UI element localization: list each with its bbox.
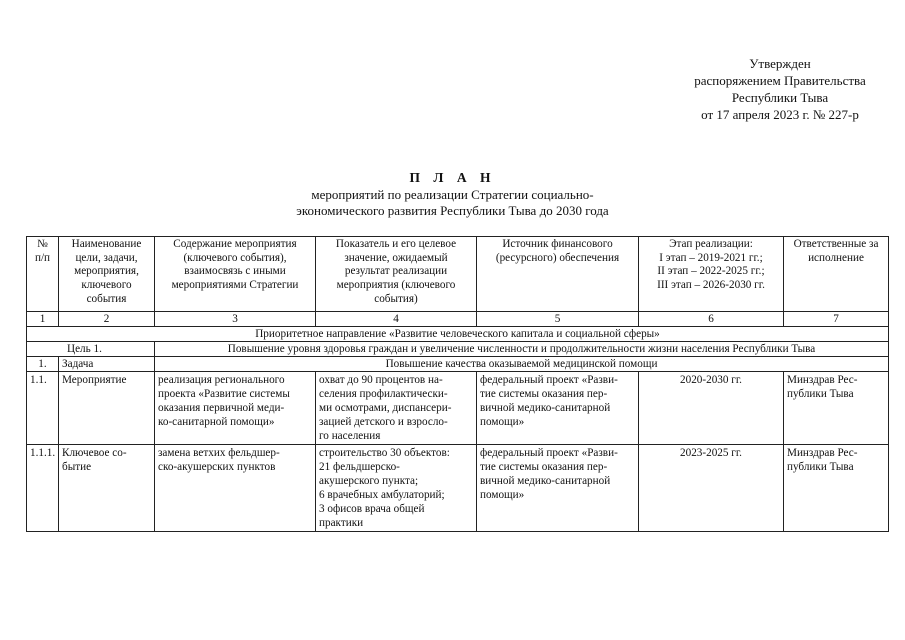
column-number: 3 bbox=[155, 312, 316, 327]
cell-text-line: Наименование bbox=[71, 238, 142, 250]
cell-text-line: Источник финансового bbox=[502, 238, 613, 250]
column-number: 7 bbox=[784, 312, 889, 327]
column-number-row bbox=[27, 312, 889, 327]
header-col-stage bbox=[639, 237, 784, 312]
header-col-indicator bbox=[316, 237, 477, 312]
approval-line-4: от 17 апреля 2023 г. № 227-р bbox=[701, 106, 859, 122]
cell-text-line: Ключевое со- bbox=[62, 447, 127, 459]
document-title: П Л А Н bbox=[409, 170, 496, 185]
cell-text-line: бытие bbox=[62, 461, 92, 473]
task-row bbox=[27, 357, 889, 372]
header-col-name bbox=[59, 237, 155, 312]
cell-text-line: помощи» bbox=[480, 416, 525, 428]
header-col-number bbox=[27, 237, 59, 312]
cell-text-line: оказания первичной меди- bbox=[158, 402, 285, 414]
cell-text-line: мероприятия, bbox=[74, 265, 139, 278]
cell-text-line: Минздрав Рес- bbox=[787, 374, 858, 386]
approval-line-2: распоряжением Правительства bbox=[694, 72, 866, 88]
cell-text-line: значение, ожидаемый bbox=[344, 251, 448, 264]
cell-text-line: проекта «Развитие системы bbox=[158, 388, 290, 400]
row-stage: 2023-2025 гг. bbox=[639, 445, 784, 532]
cell-text-line: тие системы оказания пер- bbox=[480, 388, 608, 400]
row-stage: 2020-2030 гг. bbox=[639, 372, 784, 445]
cell-text-line: ско-акушерских пунктов bbox=[158, 461, 276, 473]
cell-text-line: вичной медико-санитарной bbox=[480, 402, 611, 414]
cell-text-line: федеральный проект «Разви- bbox=[480, 374, 618, 386]
priority-direction: Приоритетное направление «Развитие человеческого капитала и социальной сферы» bbox=[27, 327, 889, 342]
cell-text-line: результат реализации bbox=[344, 265, 448, 278]
row-indicator bbox=[316, 445, 477, 532]
cell-text-line: I этап – 2019-2021 гг.; bbox=[659, 251, 763, 264]
cell-text-line: 3 офисов врача общей bbox=[319, 503, 425, 515]
table-row bbox=[27, 372, 889, 445]
column-number: 5 bbox=[477, 312, 639, 327]
header-col-content bbox=[155, 237, 316, 312]
table-header-row bbox=[27, 237, 889, 312]
task-text: Повышение качества оказываемой медицинской помощи bbox=[155, 357, 889, 372]
document-subtitle-line-1: мероприятий по реализации Стратегии социально- bbox=[311, 186, 594, 202]
row-number: 1.1.1. bbox=[27, 445, 59, 532]
cell-text-line: взаимосвязь с иными bbox=[184, 265, 286, 278]
cell-text-line: строительство 30 объектов: bbox=[319, 447, 450, 459]
cell-text-line: II этап – 2022-2025 гг.; bbox=[657, 265, 765, 278]
cell-text-line: публики Тыва bbox=[787, 461, 854, 473]
cell-text-line: зацией детского и взросло- bbox=[319, 416, 448, 428]
cell-text-line: Этап реализации: bbox=[669, 238, 753, 250]
row-indicator bbox=[316, 372, 477, 445]
cell-text-line: Ответственные за bbox=[793, 238, 879, 250]
row-source bbox=[477, 372, 639, 445]
cell-text-line: мероприятиями Стратегии bbox=[171, 278, 299, 291]
priority-row bbox=[27, 327, 889, 342]
cell-text-line: охват до 90 процентов на- bbox=[319, 374, 443, 386]
approval-line-1: Утвержден bbox=[749, 56, 811, 71]
row-number: 1.1. bbox=[27, 372, 59, 445]
row-source bbox=[477, 445, 639, 532]
cell-text-line: Минздрав Рес- bbox=[787, 447, 858, 459]
cell-text-line: (ключевого события), bbox=[183, 251, 287, 264]
table-row bbox=[27, 445, 889, 532]
cell-text-line: акушерского пункта; bbox=[319, 475, 419, 487]
header-col-source bbox=[477, 237, 639, 312]
row-responsible bbox=[784, 372, 889, 445]
cell-text-line: вичной медико-санитарной bbox=[480, 475, 611, 487]
task-label: Задача bbox=[59, 357, 155, 372]
column-number: 4 bbox=[316, 312, 477, 327]
cell-text-line: Показатель и его целевое bbox=[335, 238, 457, 250]
cell-text-line: ко-санитарной помощи» bbox=[158, 416, 275, 428]
cell-text-line: III этап – 2026-2030 гг. bbox=[657, 278, 765, 291]
cell-text-line: го населения bbox=[319, 430, 381, 442]
cell-text-line: исполнение bbox=[808, 251, 864, 264]
cell-text-line: 6 врачебных амбулаторий; bbox=[319, 489, 445, 501]
cell-text-line: тие системы оказания пер- bbox=[480, 461, 608, 473]
cell-text-line: замена ветхих фельдшер- bbox=[158, 447, 280, 459]
approval-stamp bbox=[660, 56, 900, 124]
cell-text-line: Мероприятие bbox=[62, 374, 127, 386]
row-name bbox=[59, 445, 155, 532]
cell-text-line: мероприятия (ключевого bbox=[336, 278, 456, 291]
column-number: 2 bbox=[59, 312, 155, 327]
document-subtitle-line-2: экономического развития Республики Тыва до 2030 года bbox=[296, 203, 609, 219]
cell-text-line: (ресурсного) обеспечения bbox=[495, 251, 620, 264]
cell-text-line: 21 фельдшерско- bbox=[319, 461, 400, 473]
task-number: 1. bbox=[27, 357, 59, 372]
cell-text-line: публики Тыва bbox=[787, 388, 854, 400]
cell-text-line: ми осмотрами, диспансери- bbox=[319, 402, 452, 414]
cell-text-line: № bbox=[37, 238, 48, 250]
column-number: 1 bbox=[27, 312, 59, 327]
document-heading bbox=[180, 170, 725, 219]
approval-line-3: Республики Тыва bbox=[731, 89, 829, 105]
cell-text-line: помощи» bbox=[480, 489, 525, 501]
cell-text-line: события) bbox=[374, 292, 418, 305]
cell-text-line: цели, задачи, bbox=[75, 251, 138, 264]
goal-text: Повышение уровня здоровья граждан и увеличение численности и продолжительности жизни населения Республики Тыва bbox=[155, 342, 889, 357]
cell-text-line: практики bbox=[319, 517, 364, 529]
plan-table bbox=[26, 236, 889, 532]
goal-label: Цель 1. bbox=[27, 342, 155, 357]
cell-text-line: реализация регионального bbox=[158, 374, 285, 386]
column-number: 6 bbox=[639, 312, 784, 327]
cell-text-line: ключевого bbox=[81, 278, 132, 291]
goal-row bbox=[27, 342, 889, 357]
cell-text-line: федеральный проект «Разви- bbox=[480, 447, 618, 459]
row-responsible bbox=[784, 445, 889, 532]
row-content bbox=[155, 372, 316, 445]
header-col-responsible bbox=[784, 237, 889, 312]
cell-text-line: события bbox=[86, 292, 127, 305]
cell-text-line: селения профилактически- bbox=[319, 388, 448, 400]
row-content bbox=[155, 445, 316, 532]
cell-text-line: п/п bbox=[34, 251, 51, 264]
cell-text-line: Содержание мероприятия bbox=[173, 238, 297, 250]
row-name bbox=[59, 372, 155, 445]
